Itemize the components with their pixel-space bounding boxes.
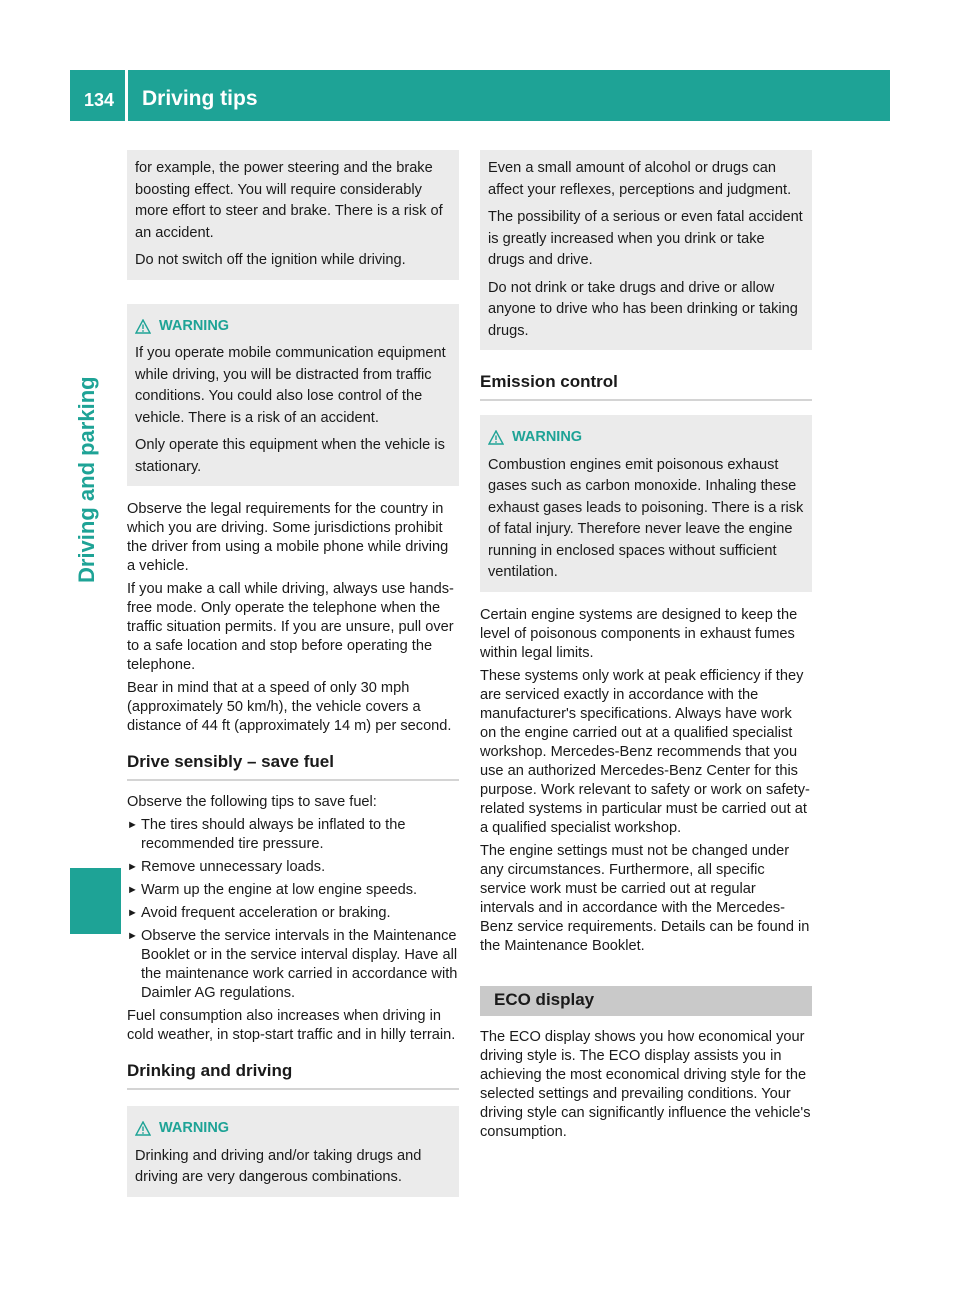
warning-label: WARNING xyxy=(159,317,230,334)
save-fuel-text xyxy=(127,793,459,1045)
continued-warning-box xyxy=(480,150,812,350)
paragraph: Combustion engines emit poisonous exhaust gases such as carbon monoxide. Inhaling these exhaust gases leads to poisoning. There is a risk of fatal injury. Therefore never leave the engine running in enclosed spaces without sufficient ventilation. xyxy=(488,456,804,580)
side-tab-label: Driving and parking xyxy=(74,376,99,583)
paragraph: The engine settings must not be changed under any circumstances. Furthermore, all specific service work must be carried out at regular intervals and in accordance with the Mercedes-Benz service requirements. Details can be found in the Maintenance Booklet. xyxy=(480,842,810,954)
paragraph: Observe the following tips to save fuel: xyxy=(127,794,377,810)
bullet-icon: ► xyxy=(127,819,138,831)
warning-heading xyxy=(488,427,804,449)
warning-box-emission xyxy=(480,415,812,592)
right-column xyxy=(480,150,812,1146)
list-item: ► Avoid frequent acceleration or braking. xyxy=(127,905,391,921)
paragraph: Observe the legal requirements for the country in which you are driving. Some jurisdictions prohibit the driver from using a mobile phone while driving a vehicle. xyxy=(127,501,449,574)
paragraph: Drinking and driving and/or taking drugs and driving are very dangerous combinations. xyxy=(135,1147,422,1185)
list-item: ► The tires should always be inflated to the recommended tire pressure. xyxy=(127,817,406,852)
warning-heading xyxy=(135,316,451,338)
paragraph: for example, the power steering and the brake boosting effect. You will require considerably more effort to steer and brake. There is a risk of an accident. xyxy=(135,160,443,241)
bullet-icon: ► xyxy=(127,930,138,942)
paragraph: Do not switch off the ignition while driving. xyxy=(135,252,406,268)
paragraph: The possibility of a serious or even fatal accident is greatly increased when you drink or take drugs and drive. xyxy=(488,209,803,268)
warning-triangle-icon xyxy=(135,319,151,334)
paragraph: Do not drink or take drugs and drive or allow anyone to drive who has been drinking or taking drugs. xyxy=(488,279,798,339)
list-item: ► Remove unnecessary loads. xyxy=(127,859,326,875)
bullet-icon: ► xyxy=(127,884,138,896)
side-tab xyxy=(70,121,121,1161)
warning-triangle-icon xyxy=(135,1121,151,1136)
section-heading-drinking: Drinking and driving xyxy=(127,1061,459,1090)
page-header xyxy=(70,70,890,121)
section-heading-eco-display: ECO display xyxy=(480,986,812,1016)
paragraph: Only operate this equipment when the vehicle is stationary. xyxy=(135,437,445,475)
warning-box-drinking xyxy=(127,1106,459,1197)
fuel-tips-list xyxy=(127,816,459,1003)
paragraph: Bear in mind that at a speed of only 30 mph (approximately 50 km/h), the vehicle covers a distance of 44 ft (approximately 14 m) per second. xyxy=(127,680,452,734)
warning-label: WARNING xyxy=(159,1120,230,1136)
list-item: ► Warm up the engine at low engine speeds. xyxy=(127,882,418,898)
eco-display-text xyxy=(480,1028,812,1142)
warning-triangle-icon xyxy=(488,430,504,445)
warning-label: WARNING xyxy=(512,429,583,445)
paragraph: Even a small amount of alcohol or drugs can affect your reflexes, perceptions and judgment. xyxy=(488,160,792,198)
paragraph: Fuel consumption also increases when driving in cold weather, in stop-start traffic and in hilly terrain. xyxy=(127,1008,456,1043)
section-heading-save-fuel: Drive sensibly – save fuel xyxy=(127,752,459,781)
side-tab-marker xyxy=(70,868,121,934)
warning-heading xyxy=(135,1118,451,1140)
warning-box-mobile xyxy=(127,304,459,487)
paragraph: These systems only work at peak efficiency if they are serviced exactly in accordance with the manufacturer's specifications. Always have work on the engine carried out at a qualified specialist workshop. Mercedes-Benz recommends that you use an authorized Mercedes-Benz Center for this purpose. Work relevant to safety or work on safety-related systems in particular must be carried out at a qualified specialist workshop. xyxy=(480,667,810,836)
paragraph: If you operate mobile communication equipment while driving, you will be distracted from traffic conditions. You could also lose control of the vehicle. There is a risk of an accident. xyxy=(135,345,446,426)
left-column xyxy=(127,150,459,1197)
emission-text xyxy=(480,606,812,956)
paragraph: If you make a call while driving, always use hands-free mode. Only operate the telephone when the traffic situation permits. If you are unsure, pull over to a safe location and stop before operating the telephone. xyxy=(127,581,454,673)
bullet-icon: ► xyxy=(127,907,138,919)
page-title: Driving tips xyxy=(142,87,258,110)
paragraph: Certain engine systems are designed to keep the level of poisonous components in exhaust fumes within legal limits. xyxy=(480,606,798,661)
section-heading-emission: Emission control xyxy=(480,372,812,401)
list-item: ► Observe the service intervals in the Maintenance Booklet or in the service interval display. Have all the maintenance work carried in accordance with Daimler AG regulations. xyxy=(127,928,458,1001)
continued-warning-box xyxy=(127,150,459,280)
bullet-icon: ► xyxy=(127,861,138,873)
mobile-phone-text xyxy=(127,500,459,736)
paragraph: The ECO display shows you how economical your driving style is. The ECO display assists you in achieving the most economical driving style for the selected settings and prevailing conditions. Your driving style can significantly influence the vehicle's consumption. xyxy=(480,1028,811,1140)
header-divider xyxy=(125,70,128,121)
page-number: 134 xyxy=(84,90,115,110)
